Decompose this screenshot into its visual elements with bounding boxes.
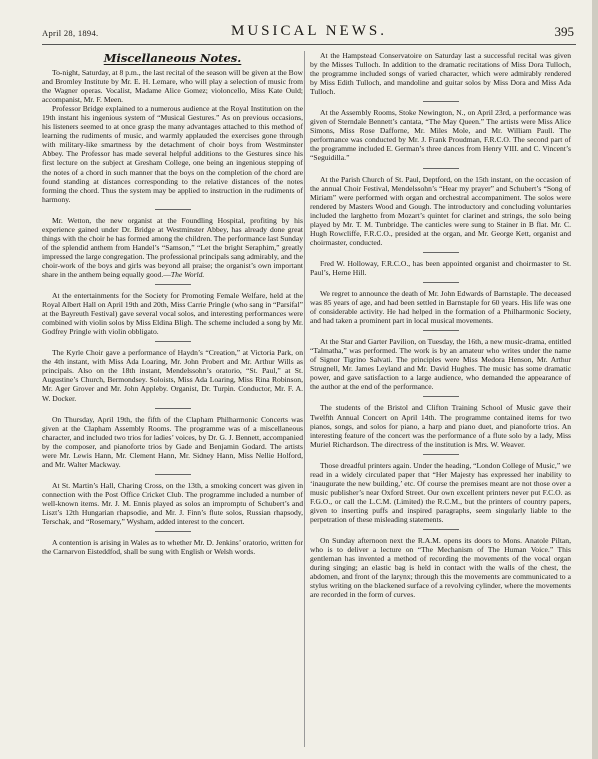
paragraph-mr-wetton: Mr. Wetton, the new organist at the Foundling Hospital, profiting by his experience gained under Dr. Bridge at Westminster Abbey, has already done great things with the choir he has formed among the children. The performance last Sunday of the splendid anthem from Handel’s “Samson,” “Let the bright Seraphim,” greatly impressed the large congregation. The professional principals sang admirably, and the choir-work of the boys and girls was beyond all praise; the organist’s own important share in the anthem being equally good.—The World. [42,215,303,279]
separator [423,454,459,455]
left-column [42,51,303,556]
separator [155,341,191,342]
separator [155,408,191,409]
separator [423,330,459,331]
separator [423,282,459,283]
paragraph-star-garter: At the Star and Garter Pavilion, on Tuesday, the 16th, a new music-drama, entitled “Talmatha,” was performed. The work is by an amateur who writes under the name of Signor Tigrino Salvati. The principles were Miss Medora Henson, Mr. Arthur Strugnell, Mr. James Leyland and Mr. David Hughes. The music has some dramatic power, and gave satisfaction to a large audience, who demanded the appearance of the author at the end of the performance. [310,337,571,392]
separator [423,168,459,169]
paragraph-holloway: Fred W. Holloway, F.R.C.O., has been appointed organist and choirmaster to St. Paul’s, Herne Hill. [310,258,571,277]
page-number: 395 [554,24,574,39]
paragraph-printers: Those dreadful printers again. Under the heading, “London College of Music,” we read in a widely circulated paper that “Her Majesty has expressed her inability to ‘inaugurate the new building,’ etc. Of course the premises meant are not those over a music publisher’s near Oxford Street. Our own excellent printers never put F.C.O. as F.G.O., or call the L.C.M. (Limited) the R.C.M., but the printers of country papers, given to inserting puffs and inspired paragraphs, seem singularly liable to the perpetration of these misleading statements. [310,460,571,524]
paragraph-kyrle-choir: The Kyrle Choir gave a performance of Haydn’s “Creation,” at Victoria Park, on the 4th instant, with Miss Ada Loaring, Mr. John Probert and Mr. Arthur Wills as principals. Also on the 18th instant, Mendelssohn’s oratorio, “St. Paul,” at St. Augustine’s Church, Bermondsey. Soloists, Miss Ada Loaring, Miss Rina Robinson, Mr. Ager Grover and Mr. John Appleby. Organist, Dr. Turpin. Conductor, Mr. F. A. W. Docker. [42,348,303,403]
separator [155,474,191,475]
column-divider [304,51,305,747]
paragraph-professor-bridge: Professor Bridge explained to a numerous audience at the Royal Institution on the 19th instant his ingenious system of “Musical Gestures.” As on previous occasions, his listeners seemed to at once grasp the many advantages attached to this method of learning the rudiments of music, and warmly applauded the exercises gone through with military-like smartness by the detachment of choir boys from Westminster Abbey. The Professor has made several helpful additions to the Gestures since his first lecture on the subject at Gresham College, one being an ingenious stepping of the notes of a chord in such manner that the boys on the completion of the chord are found standing at distances corresponding to the relative distances of the notes forming the chord. Thus the system may be applied to instruction in the rudiments of harmony. [42,104,303,204]
page-header [42,20,576,42]
paragraph-stoke-newington: At the Assembly Rooms, Stoke Newington, N., on April 23rd, a performance was given of Sterndale Bennett’s cantata, “The May Queen.” The artists were Miss Alice Simons, Miss Rose Dafforne, Mr. Miles Mole, and Mr. William Paull. The performance was conducted by Mr. J. Frank Proudman, F.R.C.O. The second part of the programme included E. German’s three dances from Henry VIII. and C. Vincent’s “Seguidilla.” [310,108,571,163]
separator [423,101,459,102]
paragraph-bow-bromley: To-night, Saturday, at 8 p.m., the last recital of the season will be given at the Bow and Bromley Institute by Mr. E. H. Lemare, who will play a selection of music from the Wagner operas. Vocalist, Madame Alice Gomez; violoncello, Miss Kate Ould; accompanist, Mr. F. Meen. [42,68,303,105]
publication-title: MUSICAL NEWS. [231,23,387,39]
page-edge [592,0,598,759]
paragraph-hampstead: At the Hampstead Conservatoire on Saturday last a successful recital was given by the Misses Tulloch. In addition to the dramatic recitations of Miss Dora Tulloch, the programme included songs of varied character, which were admirably rendered by Miss Edith Tulloch, and mandoline and guitar solos by Miss Dora and Miss Ada Tulloch. [310,51,571,97]
paragraph-wales-oratorio: A contention is arising in Wales as to whether Mr. D. Jenkins’ oratorio, written for the Carnarvon Eisteddfod, shall be sung with English or Welsh words. [42,538,303,557]
paragraph-bristol-clifton: The students of the Bristol and Clifton Training School of Music gave their Twelfth Annual Concert on April 14th. The programme contained items for two pianos, songs, and solos for piano, a harp and piano duet, and pianoforte trios. An interesting feature of the concert was the performance of a flute solo by a lady, Miss Muriel Richardson. The directress of the institution is Mrs. W. Weaver. [310,403,571,449]
section-heading: Miscellaneous Notes. [103,51,242,65]
paragraph-text: Mr. Wetton, the new organist at the Foundling Hospital, profiting by his experience gained under Dr. Bridge at Westminster Abbey, has already done great things with the choir he has formed among the children. The performance last Sunday of the splendid anthem from Handel’s “Samson,” “Let the bright Seraphim,” greatly impressed the large congregation. The professional principals sang admirably, and the choir-work of the boys and girls was beyond all praise; the organist’s own important share in the anthem being equally good. [42,215,303,279]
paragraph-ram-lecture: On Sunday afternoon next the R.A.M. opens its doors to Mons. Anatole Piltan, who is to deliver a lecture on “The Mechanism of The Human Voice.” This gentleman has invented a method of recording the movements of the vocal organ during singing; an elastic bag is held in contact with the walls of the chest, the abdomen, and front of the larynx; through this the movements are communicated to a stylus writing on the blackened surface of a revolving cylinder, where the movements are recorded in the form of curves. [310,536,571,600]
source-attribution: The World. [170,269,205,279]
right-column [310,51,571,599]
paragraph-deptford: At the Parish Church of St. Paul, Deptford, on the 15th instant, on the occasion of the annual Choir Festival, Mendelssohn’s “Hear my prayer” and Schubert’s “Song of Miriam” were performed with organ and orchestral accompaniment. The solos were rendered by Masters Wood and Gough. The introductory and concluding voluntaries included the larghetto from Mozart’s quintet for clarinet and strings, the solo being played by Mr. T. M. Tunbridge. The canticles were sung to Stainer in B flat. Mr. C. Hugh Rowcliffe, F.R.C.O., presided at the organ, and Mr. George Kett, organist and choirmaster, conducted. [310,174,571,247]
separator [155,209,191,210]
separator [423,252,459,253]
paragraph-female-welfare: At the entertainments for the Society for Promoting Female Welfare, held at the Royal Albert Hall on April 19th and 20th, Miss Carrie Pringle (who sang in “Parsifal” at the Bayreuth Festival) gave several vocal solos, and interesting performances were combined with violin solos by Miss Eldina Bligh. The scheme included a song by Mr. Godfrey Pringle with violin obbligato. [42,291,303,337]
issue-date: April 28, 1894. [42,28,99,38]
header-rule [42,44,576,45]
separator [155,284,191,285]
separator [423,396,459,397]
paragraph-clapham-philharmonic: On Thursday, April 19th, the fifth of the Clapham Philharmonic Concerts was given at the Clapham Assembly Rooms. The programme was of a miscellaneous character, and included two trios for ladies’ voices, by Dr. G. J. Bennett, accompanied by the composer, and pianoforte trios by Gade and Benjamin Godard. The artists were Mr. Lewis Hann, Mr. Clement Hann, Mr. Sidney Hann, Miss Nellie Holford, and Mr. Walter Mackway. [42,414,303,469]
paragraph-st-martins-hall: At St. Martin’s Hall, Charing Cross, on the 13th, a smoking concert was given in connection with the Post Office Cricket Club. The programme included a number of well-known items. Mr. J. M. Ennis played as solos an impromptu of Schubert’s and Liszt’s 12th Hungarian rhapsodie, and Mr. J. Finn’s flute solos, Russian rhapsody, Terschak, and “Rosemary,” Wysham, added interest to the concert. [42,480,303,527]
separator [423,529,459,530]
separator [155,531,191,532]
paragraph-obituary-edwards: We regret to announce the death of Mr. John Edwards of Barnstaple. The deceased was 85 years of age, and had been settled in Barnstaple for 60 years. His life was one of considerable activity. He had helped in the formation of a Philharmonic Society, and had taken a prominent part in local musical movements. [310,288,571,326]
